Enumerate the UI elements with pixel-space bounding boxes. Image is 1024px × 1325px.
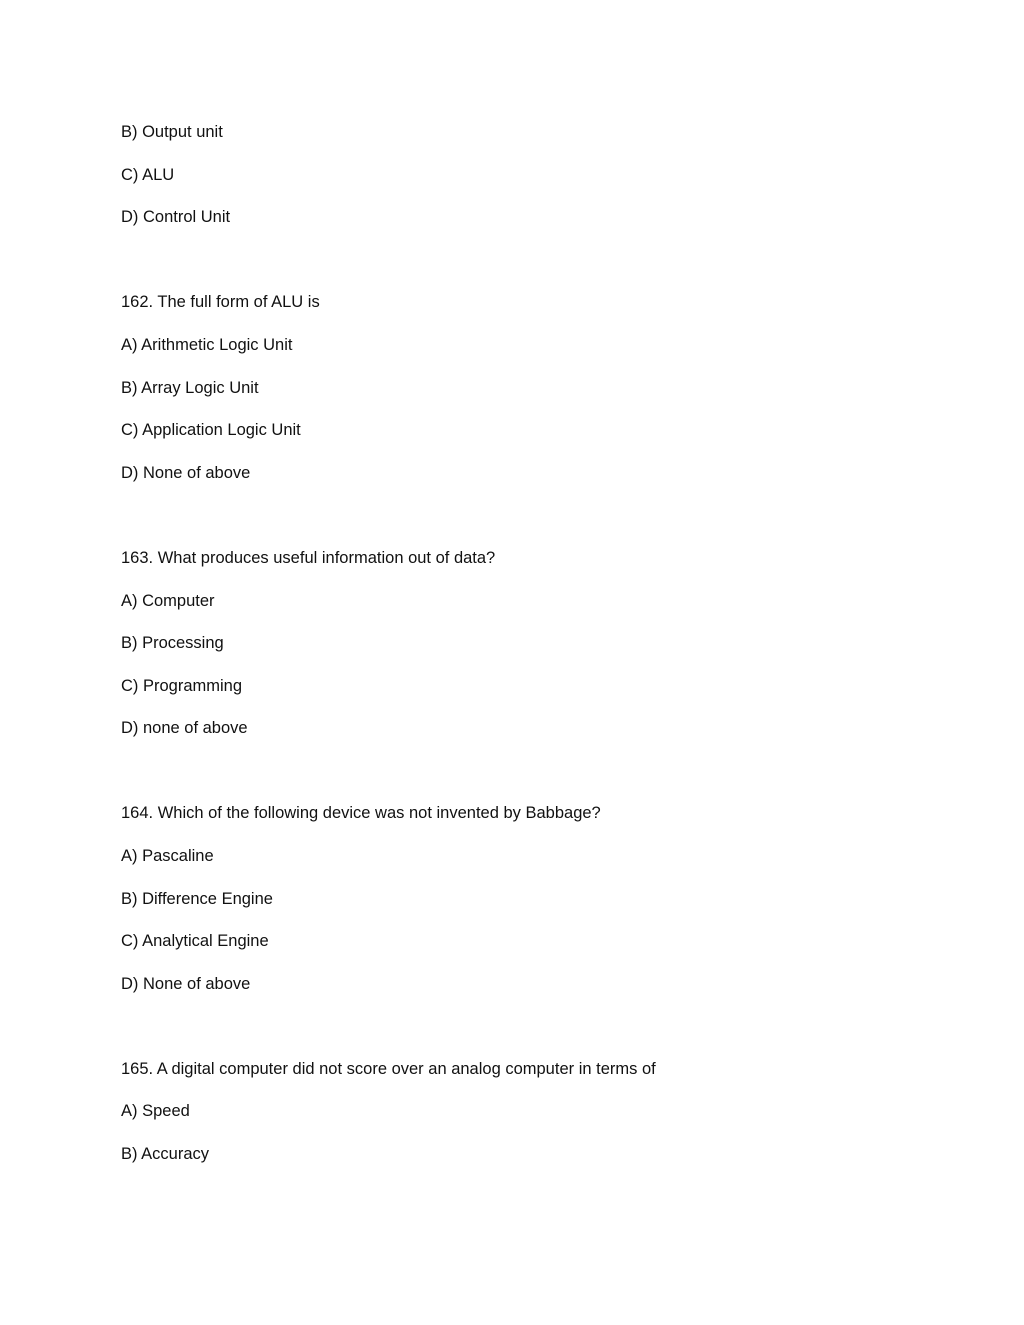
option-b: B) Difference Engine bbox=[121, 890, 273, 908]
option-b: B) Output unit bbox=[121, 123, 223, 141]
option-c: C) Analytical Engine bbox=[121, 932, 269, 950]
option-c: C) ALU bbox=[121, 166, 175, 184]
question-164: 164. Which of the following device was not invented by Babbage? bbox=[121, 804, 601, 822]
option-b: B) Processing bbox=[121, 634, 224, 652]
option-a: A) Pascaline bbox=[121, 847, 214, 865]
option-a: A) Speed bbox=[121, 1102, 190, 1120]
option-c: C) Programming bbox=[121, 677, 243, 695]
option-d: D) none of above bbox=[121, 719, 248, 737]
question-165: 165. A digital computer did not score over an analog computer in terms of bbox=[121, 1060, 656, 1078]
option-a: A) Arithmetic Logic Unit bbox=[121, 336, 293, 354]
question-163: 163. What produces useful information out of data? bbox=[121, 549, 496, 567]
option-a: A) Computer bbox=[121, 592, 215, 610]
question-162: 162. The full form of ALU is bbox=[121, 293, 320, 311]
option-d: D) None of above bbox=[121, 975, 251, 993]
option-b: B) Accuracy bbox=[121, 1145, 210, 1163]
option-b: B) Array Logic Unit bbox=[121, 379, 259, 397]
option-d: D) Control Unit bbox=[121, 208, 231, 226]
option-c: C) Application Logic Unit bbox=[121, 421, 301, 439]
option-d: D) None of above bbox=[121, 464, 251, 482]
